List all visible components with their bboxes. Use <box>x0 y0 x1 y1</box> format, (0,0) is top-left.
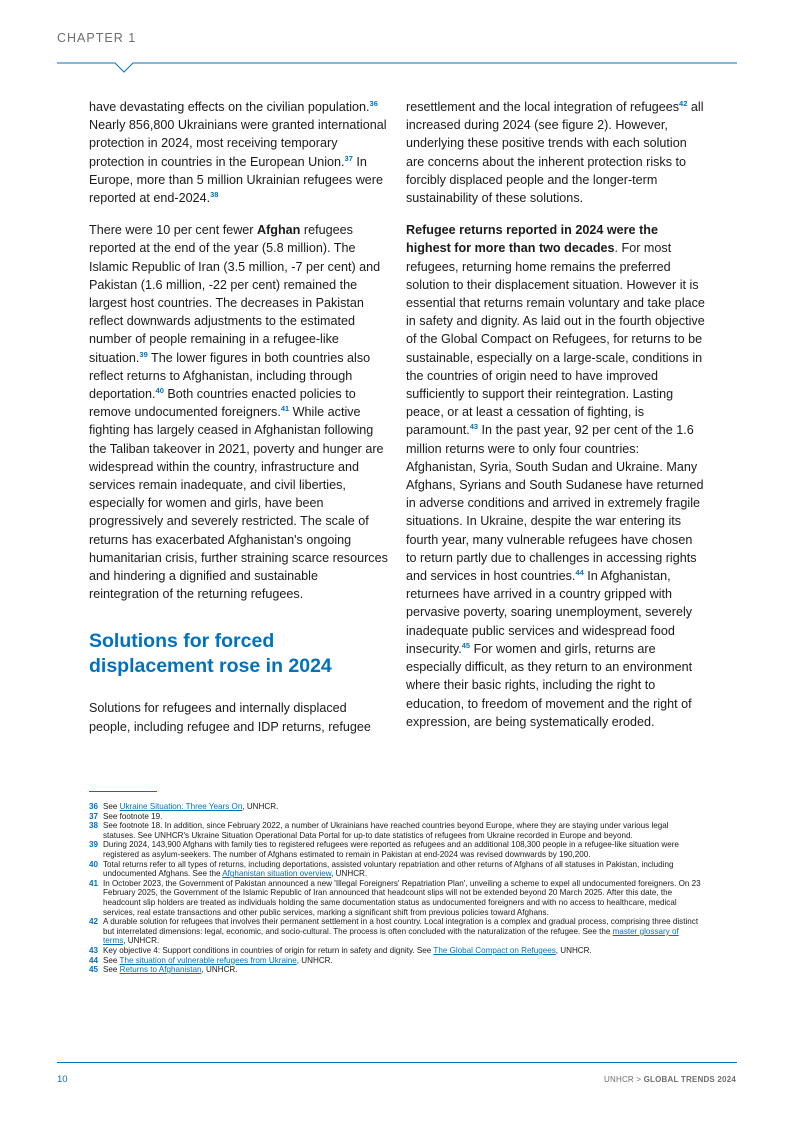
footnote-text: In October 2023, the Government of Pakistan announced a new 'Illegal Foreigners' Repatriation Plan', unveiling a scheme to expel all undocumented foreigners. On 23 February 2025, the Government of the Islamic Republic of Iran announced that headcount slips will not be extended beyond 20 March 2025. After this date, the headcount slip holders are treated as individuals holding the same documentation status as undocumented foreigners and with no access to healthcare, medical services, real estate transactions and other public services, marking a significant shift from previous policies toward Afghans. <box>103 878 701 917</box>
text-span: See <box>103 802 120 811</box>
text-span: For women and girls, returns are especially difficult, as they return to an environment where their basic rights, including the right to education, to freedom of movement and the right of expression, are being systematically eroded. <box>406 641 693 729</box>
text-span: Key objective 4: Support conditions in countries of origin for return in safety and dignity. See <box>103 945 434 955</box>
text-span: See <box>103 955 120 965</box>
footnote-37 <box>89 812 701 822</box>
footnote-text: See footnote 18. In addition, since February 2022, a number of Ukrainians have reached countries beyond Europe, where they are staying under various legal statuses. See UNHCR's Ukraine Situation Operational Data Portal for up-to date statistics of refugees from Ukraine recorded in Europe and beyond. <box>103 821 669 840</box>
footnote-38 <box>89 821 701 840</box>
footnote-link[interactable]: Returns to Afghanistan <box>119 965 202 975</box>
footnote-number: 44 <box>89 955 99 965</box>
text-span: While active fighting has largely ceased in Afghanistan following the Taliban takeover in 2021, poverty and hunger are widespread within the country, infrastructure and services remain inadequate, and civil liberties, especially for women and girls, have been progressively and severely restricted. The scale of returns has exacerbated Afghanistan's ongoing humanitarian crisis, further straining scarce resources and hindering a dignified and sustainable reintegration of the returning refugees. <box>89 405 388 602</box>
text-span: In Afghanistan, returnees have arrived in a country gripped with pervasive poverty, soaring unemployment, severely inadequate public services and widespread food insecurity. <box>406 569 693 656</box>
footnote-number: 45 <box>89 965 99 975</box>
footnote-ref-43[interactable]: 43 <box>469 422 479 432</box>
footnote-number: 41 <box>89 878 99 888</box>
footnote-text <box>103 860 701 879</box>
text-span: There were 10 per cent fewer <box>89 223 257 238</box>
right-column <box>406 98 706 745</box>
left-column <box>89 98 391 750</box>
text-span: See <box>103 965 120 975</box>
footnote-ref-39[interactable]: 39 <box>139 349 148 359</box>
footnote-divider <box>89 791 157 792</box>
text-span: all increased during 2024 (see figure 2). However, underlying these positive trends with each solution are concerns about the inherent protection risks to forcibly displaced people and the longer-term sustainability of these solutions. <box>406 100 704 206</box>
footnote-ref-36[interactable]: 36 <box>369 98 378 108</box>
text-span: In Europe, more than 5 million Ukrainian refugees were reported at end-2024. <box>89 154 384 206</box>
footnote-42 <box>89 917 701 946</box>
footer-publication-title <box>604 1075 736 1084</box>
section-heading: Solutions for forced displacement rose in 2024 <box>89 630 332 678</box>
footnote-ref-42[interactable]: 42 <box>679 98 688 108</box>
publication-name: GLOBAL TRENDS 2024 <box>643 1075 736 1084</box>
text-span: Both countries enacted policies to remove undocumented foreigners. <box>89 387 356 420</box>
footnote-ref-45[interactable]: 45 <box>461 640 471 650</box>
left-paragraph-3: Solutions for refugees and internally displaced people, including refugee and IDP returns, refugee <box>89 701 371 734</box>
footnote-text: During 2024, 143,900 Afghans with family ties to registered refugees were reported as refugees and an additional 108,300 people in a refugee-like situation were registered as asylum-seekers. The number of Afghans estimated to remain in Pakistan at end-2024 was revised downwards by 190,200. <box>103 840 679 859</box>
footnote-text <box>103 956 701 966</box>
right-paragraph-2 <box>406 221 706 731</box>
text-span: Total returns refer to all types of returns, including deportations, assisted voluntary repatriation and other returns of Afghans of all statuses in Pakistan, including undocumented Afghans. See the <box>103 859 674 879</box>
text-span: , UNHCR. <box>296 955 333 965</box>
footnote-ref-44[interactable]: 44 <box>575 567 584 577</box>
footnote-text: See footnote 19. <box>103 811 163 821</box>
footnote-number: 39 <box>89 840 99 850</box>
text-span: Nearly 856,800 Ukrainians were granted international protection in 2024, most receiving temporary protection in countries in the European Union. <box>89 118 387 169</box>
text-span: . For most refugees, returning home remains the preferred solution to their displacement situation. However it is essential that returns remain voluntary and take place in safety and dignity. As laid out in the fourth objective of the Global Compact on Refugees, for returns to be sustainable, especially on a large-scale, conditions in the countries of origin need to have improved sufficiently to support their reintegration. Lasting peace, or at least a cessation of fighting, is paramount. <box>406 241 705 438</box>
text-span: , UNHCR. <box>123 936 160 946</box>
left-paragraph-2 <box>89 221 391 603</box>
text-span: have devastating effects on the civilian population. <box>89 100 370 114</box>
text-span: , UNHCR. <box>555 945 592 955</box>
footnote-36 <box>89 802 701 812</box>
footnote-link[interactable]: The situation of vulnerable refugees from Ukraine <box>119 955 297 965</box>
left-paragraph-1 <box>89 98 391 207</box>
text-span: In the past year, 92 per cent of the 1.6 million returns were to only four countries: Afghanistan, Syria, South Sudan and Ukraine. Many Afghans, Syrians and South Sudanese have returned in adverse conditions and arrived in extremely fragile situations. In Ukraine, despite the war entering its fourth year, many vulnerable refugees have chosen to return partly due to challenges in accessing rights and services in host countries. <box>406 423 704 584</box>
footnotes <box>89 802 701 975</box>
footnote-ref-38[interactable]: 38 <box>210 189 219 199</box>
footnote-41 <box>89 879 701 917</box>
footnote-number: 43 <box>89 945 99 955</box>
footnote-text <box>103 802 701 812</box>
chapter-label: CHAPTER 1 <box>57 31 137 45</box>
footnote-link[interactable]: Afghanistan situation overview <box>222 869 332 879</box>
footnote-text <box>103 965 701 975</box>
footnote-text <box>103 917 701 946</box>
header-rule-notch-line <box>57 63 737 72</box>
footnote-ref-40[interactable]: 40 <box>155 385 164 395</box>
footnote-number: 38 <box>89 821 99 831</box>
footnote-39 <box>89 840 701 859</box>
footnote-ref-41[interactable]: 41 <box>280 404 290 414</box>
footnote-ref-37[interactable]: 37 <box>344 153 353 163</box>
text-span: , UNHCR. <box>201 965 238 975</box>
footnote-number: 42 <box>89 917 99 927</box>
footnote-40 <box>89 860 701 879</box>
text-span: resettlement and the local integration of refugees <box>406 100 680 114</box>
footnote-number: 36 <box>89 802 99 811</box>
text-span: The lower figures in both countries also reflect returns to Afghanistan, including through deportation. <box>89 350 371 402</box>
text-span: A durable solution for refugees that involves their permanent settlement in a host country. Local integration is a complex and gradual process, comprising three distinct but interrelated dimensions: legal, economic, and socio-cultural. The process is often concluded with the naturalization of the refugee. See the <box>103 917 699 936</box>
text-span: , UNHCR. <box>331 869 368 879</box>
footnote-number: 37 <box>89 811 99 821</box>
footnote-43 <box>89 946 701 956</box>
right-paragraph-1 <box>406 98 706 207</box>
bold-term: Afghan <box>257 223 301 238</box>
footnote-link[interactable]: master glossary of terms <box>103 926 679 946</box>
footnote-45 <box>89 965 701 975</box>
footnote-link[interactable]: The Global Compact on Refugees <box>433 945 556 955</box>
footnote-number: 40 <box>89 859 99 869</box>
page-number: 10 <box>57 1074 68 1085</box>
text-span: refugees reported at the end of the year (5.8 million). The Islamic Republic of Iran (3.5 million, -7 per cent) and Pakistan (1.6 million, -22 per cent) remained the largest host countries. The decreases in Pakistan reflect downwards adjustments to the estimated number of people remaining in a refugee-like situation. <box>89 223 381 365</box>
footnote-text <box>103 946 701 956</box>
header-rule <box>57 0 737 80</box>
footnote-44 <box>89 956 701 966</box>
text-span: UNHCR > <box>604 1075 644 1084</box>
bold-lead: Refugee returns reported in 2024 were the highest for more than two decades <box>406 223 658 256</box>
footnote-link[interactable]: Ukraine Situation: Three Years On <box>119 802 243 811</box>
footer-rule <box>57 1062 737 1063</box>
text-span: , UNHCR. <box>242 802 279 811</box>
